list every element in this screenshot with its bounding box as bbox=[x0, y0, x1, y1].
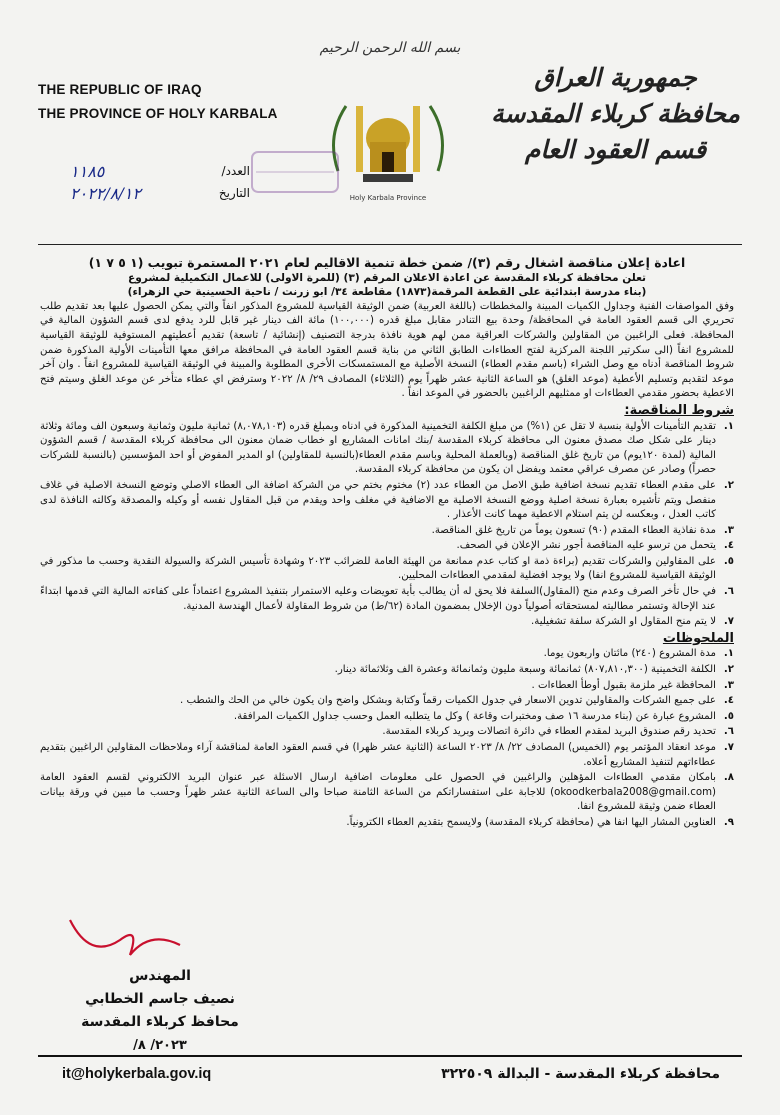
list-item bbox=[40, 725, 734, 740]
notice-body bbox=[40, 256, 734, 831]
ar-province: محافظة كربلاء المقدسة bbox=[491, 99, 740, 128]
republic-line: THE REPUBLIC OF IRAQ bbox=[38, 82, 202, 97]
item-text: المشروع عبارة عن (بناء مدرسة ١٦ صف ومختبرات وقاعة ) وكل ما يتطلبه العمل وحسب جداول الكميات المرافقة. bbox=[233, 710, 716, 722]
list-item bbox=[40, 694, 734, 709]
item-text: في حال تأخر الصرف وعدم منح (المقاول)السلفة فلا يحق له أن يطالب بأية تعويضات وعليه الاستمرار بتنفيذ المشروع اعتماداً على كفاءته المالية التي قدمها ابتداءً عند الإحالة وتستمر مطالبته لمستحقاته أصولياً دون الإخلال بمضمون المادة (٦٢/ط) من شروط المقاولة لأعمال الهندسة المدنية. bbox=[40, 586, 716, 612]
footer-divider bbox=[38, 1055, 742, 1057]
signature-date: ٢٠٢٣/ ٨/ bbox=[133, 1038, 187, 1053]
item-number: ٩. bbox=[723, 816, 734, 828]
item-text: تقديم التأمينات الأولية بنسبة لا تقل عن (١%) من مبلغ الكلفة التخمينية المذكورة في ادناه وبمبلغ قدره (٨,٠٧٨,١٠٣) ثمانية مليون وثمانية وسبعون الف ومائة وثلاثة دينار على شكل صك مصدق معنون الى محافظة كربلاء المقدسة /بنك امانات المشاريع او خطاب ضمان معنون الى محافظة كربلاء المقدسة / قسم الشؤون المالية (لمدة ١٢٠يوم) من تاريخ غلق المناقصة (وبالعملة المحلية وباسم مقدم العطاء(بالنسبة للمقاولين) او المدير المفوض أو احد المؤسسين (بالنسبة للشركات حصراً) وصادر عن مصرف عراقي معتمد ويفضل ان يكون من محافظة كربلاء المقدسة. bbox=[40, 420, 716, 476]
english-letterhead bbox=[38, 78, 278, 126]
item-text: مدة نفاذية العطاء المقدم (٩٠) تسعون يوماً من تاريخ غلق المناقصة. bbox=[431, 524, 716, 536]
item-text: مدة المشروع (٢٤٠) مائتان واربعون يوما. bbox=[543, 648, 716, 660]
list-item bbox=[40, 663, 734, 678]
notes-list bbox=[40, 647, 734, 830]
notice-intro: وفق المواصفات الفنية وجداول الكميات المبينة والمخططات (باللغة العربية) ضمن الوثيقة القياسية للمشروع المذكور انفاً والتي يمكن الحصول عليها بعد تقديم طلب تحريري الى قسم العقود العامة في المحافظة/ وحدة بيع التنادر مقابل مبلغ قدره (١٠٠,٠٠٠) مائة الف دينار غير قابل للرد يدفع لدى قسم الشؤون المالية في المحافظة. فعلى الراغبين من المقاولين والشركات العراقية ممن لهم هوية نافذة بدرجة التصنيف (إنشائية / تاسعة) تقديم أعطيتهم المستوفية للوثيقة القياسية للمشروع انفاً (الى سكرتير اللجنة المركزية لفتح العطاءات الطابق الثاني من بناية قسم العقود العامة في المحافظة مرافق معها التأمينات الأولية المذكورة ضمن شروط المناقصة أدناه مع وصل الشراء (باسم مقدم العطاء) النسخة الأصلية مع المستمسكات الأخرى المطلوبة والمبينة في الوثيقة القياسية للمشروع انفاً . وان آخر موعد لتقديم وتسليم الأعطية (موعد الغلق) هو الساعة الثانية عشر ظهراً يوم (الثلاثاء) المصادف ٢٩/ ٨/ ٢٠٢٢ وسترفض اي عطاء متأخر عن موعد الغلق وسيتم فتح الاعطية بحضور مقدمي العطاءات او ممثليهم الراغبين بالحضور في الموعد انفاً . bbox=[40, 300, 735, 400]
item-text: المحافظة غير ملزمة بقبول أوطأ العطاءات . bbox=[531, 679, 716, 691]
list-item bbox=[40, 524, 734, 539]
conditions-list bbox=[40, 420, 734, 630]
list-item bbox=[40, 585, 734, 614]
notice-subtitle-2: (بناء مدرسة ابتدائية على القطعة المرقمة(١٨٧٣) مقاطعة ٣٤/ ابو زرنت / ناحية الحسينية حي الزهراء) bbox=[127, 286, 647, 299]
item-text: الكلفة التخمينية (٨٠٧,٨١٠,٣٠٠) ثمانمائة وسبعة مليون وثمانمائة وعشرة الف وثلاثمائة دينار. bbox=[334, 664, 716, 676]
item-text: موعد انعقاد المؤتمر يوم (الخميس) المصادف ٢٢/ ٨/ ٢٠٢٣ الساعة (الثانية عشر ظهرا) في قسم العقود العامة لمناقشة آراء وملاحظات المقاولين الراغبين بتقديم عطاءاتهم لتنفيذ المشاريع أعلاه. bbox=[40, 742, 717, 768]
list-item bbox=[40, 816, 734, 831]
item-number: ٥. bbox=[723, 710, 734, 722]
ref-label: العدد/ bbox=[221, 164, 250, 178]
item-number: ٣. bbox=[723, 679, 734, 691]
notice-title: اعادة إعلان مناقصة اشغال رقم (٣)/ ضمن خطة تنمية الاقاليم لعام ٢٠٢١ المستمرة تبويب (١ ٥ ٧ ١) bbox=[88, 255, 686, 270]
item-number: ٣. bbox=[723, 524, 734, 536]
signature-block bbox=[70, 965, 250, 1057]
item-number: ٦. bbox=[723, 586, 734, 598]
signatory-position: محافظ كربلاء المقدسة bbox=[81, 1014, 239, 1030]
reference-box bbox=[70, 160, 250, 204]
list-item bbox=[40, 479, 734, 523]
basmala: بسم الله الرحمن الرحيم bbox=[319, 40, 461, 56]
ar-department: قسم العقود العام bbox=[524, 135, 707, 164]
item-number: ١. bbox=[723, 648, 734, 660]
item-number: ٧. bbox=[723, 742, 734, 753]
logo-caption: Holy Karbala Province bbox=[349, 194, 427, 202]
item-number: ٧. bbox=[723, 616, 734, 628]
conditions-heading: شروط المناقصة: bbox=[624, 402, 734, 418]
item-text: يتحمل من ترسو عليه المناقصة أجور نشر الإعلان في الصحف. bbox=[456, 540, 716, 552]
province-line: THE PROVINCE OF HOLY KARBALA bbox=[38, 106, 278, 121]
footer-email-link[interactable]: it@holykerbala.gov.iq bbox=[62, 1066, 212, 1082]
list-item bbox=[40, 420, 734, 478]
date-label: التاريخ bbox=[218, 186, 250, 200]
item-text: العناوين المشار اليها انفا هي (محافظة كربلاء المقدسة) ولايسمح بتقديم العطاء الكترونياً. bbox=[346, 816, 716, 828]
item-text: على جميع الشركات والمقاولين تدوين الاسعار في جدول الكميات رقماً وكتابة وبشكل واضح وان يكون خالي من الحك والشطب . bbox=[179, 695, 716, 707]
list-item bbox=[40, 710, 734, 725]
item-number: ٤. bbox=[723, 540, 734, 552]
list-item bbox=[40, 647, 734, 662]
received-stamp bbox=[250, 150, 340, 194]
notes-heading: الملحوظات bbox=[662, 630, 734, 646]
item-text: تحديد رقم صندوق البريد لمقدم العطاء في دائرة اتصالات وبريد كربلاء المقدسة. bbox=[382, 726, 716, 738]
item-number: ٨. bbox=[723, 772, 734, 784]
list-item bbox=[40, 555, 734, 584]
list-item bbox=[40, 741, 734, 770]
item-number: ٦. bbox=[723, 726, 734, 738]
list-item bbox=[40, 539, 734, 554]
item-number: ٥. bbox=[723, 555, 734, 567]
item-text: لا يتم منح المقاول او الشركة سلفة تشغيلية. bbox=[531, 616, 716, 628]
item-text: على مقدم العطاء تقديم نسخة اضافية طبق الاصل من العطاء عدد (٢) مختوم بختم حي من الشركة اضافة الى العطاء الاصلي وتوضع النسخة الاصلية في غلاف منفصل ويتم تأشيره بعبارة نسخة اصلية ووضع النسخة الاصلية مع الاضافية في مغلف واحد ويقدم من قبل المقاول نفسه أو وكيله والمصدقة وكالته النافذة لدى كاتب العدل ، وبعكسه لن يتم استلام الاعطية مهما كانت الأعذار . bbox=[40, 479, 716, 521]
notice-subtitle-1: تعلن محافظة كربلاء المقدسة عن اعادة الاعلان المرقم (٣) (للمرة الاولى) للاعمال التكميلية لمشروع bbox=[127, 271, 647, 284]
item-number: ١. bbox=[723, 420, 734, 432]
ar-republic: جمهورية العراق bbox=[534, 63, 697, 92]
item-number: ٢. bbox=[723, 664, 734, 676]
date-value: ٢٠٢٢/٨/١٢ bbox=[70, 183, 141, 203]
ref-number: ١١٨٥ bbox=[70, 161, 105, 181]
signatory-name: نصيف جاسم الخطابي bbox=[85, 991, 235, 1007]
arabic-letterhead bbox=[491, 60, 740, 168]
footer-address: محافظة كربلاء المقدسة - البدالة ٣٢٢٥٠٩ bbox=[441, 1066, 720, 1082]
item-number: ٢. bbox=[723, 479, 734, 491]
header-divider bbox=[38, 244, 742, 245]
list-item bbox=[40, 771, 734, 815]
item-number: ٤. bbox=[723, 695, 734, 707]
list-item bbox=[40, 615, 734, 630]
item-text: بامكان مقدمي العطاءات المؤهلين والراغبين في الحصول على معلومات اضافية ارسال الاسئلة عبر عنوان البريد الالكتروني لقسم العقود العامة (okoodkerbala2008@gmail.com) للاجابة على استفساراتكم من الساعة الثامنة صباحا والى الساعة الثانية عشر ظهراً وحسب ما مبين في ورقة بيانات العطاء ضمن وثيقة للمشروع انفا. bbox=[40, 772, 716, 813]
list-item bbox=[40, 679, 734, 694]
item-text: على المقاولين والشركات تقديم (براءة ذمة او كتاب عدم ممانعة من الهيئة العامة للضرائب ٢٠٢٣ وشهادة تأسيس الشركة والسيولة النقدية وحسب ما مذكور في الوثيقة القياسية للمشروع انفا) ولا يوجد افضلية لمقدمي العطاءات المحليين. bbox=[40, 555, 716, 582]
signatory-title: المهندس bbox=[129, 968, 191, 984]
handwritten-signature bbox=[60, 900, 190, 970]
